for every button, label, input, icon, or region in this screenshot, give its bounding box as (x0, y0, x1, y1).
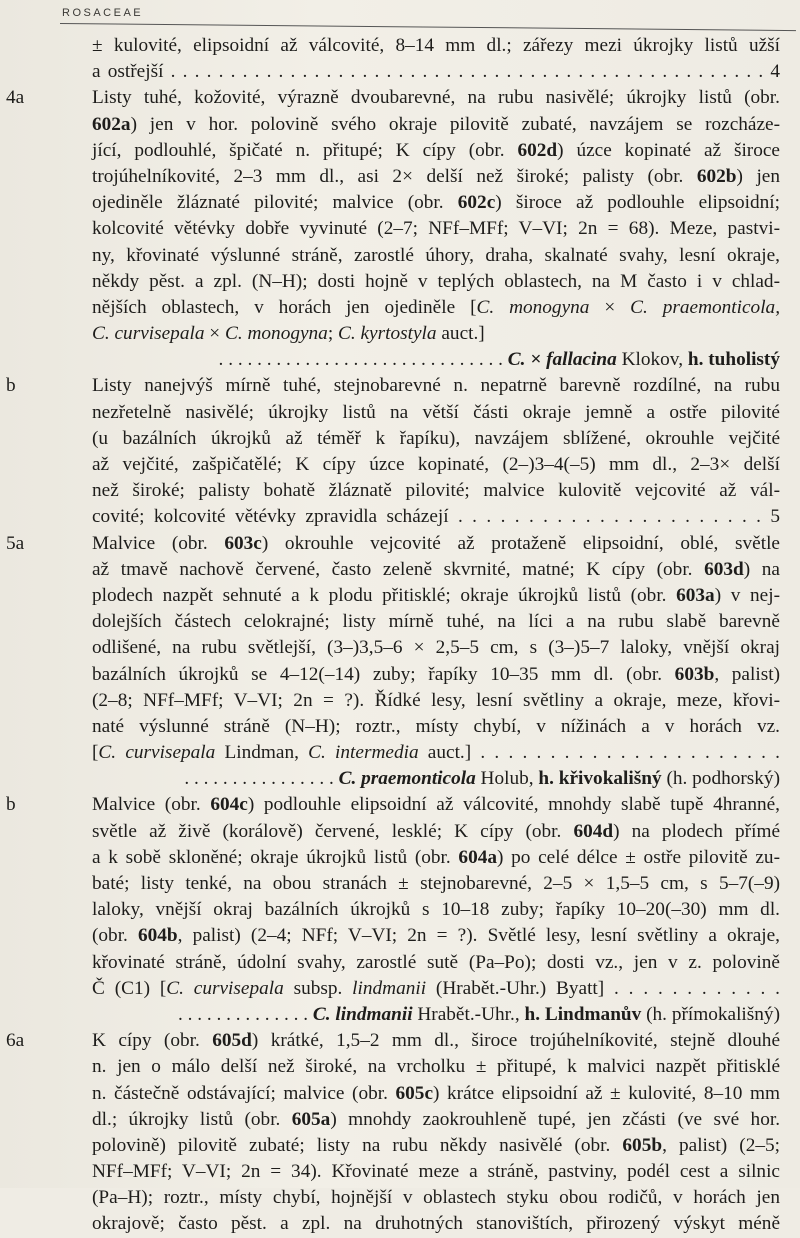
text-line (0, 923, 800, 949)
text-line-content: covité; kolcovité větévky zpravidla scházejí . . . . . . . . . . . . . . . . . . . . . . 5 (92, 506, 780, 528)
text-line-content: bazálních úkrojků se 4–12(–14) zuby; řapíky 10–35 mm dl. (obr. 603b, palist) (92, 663, 780, 685)
text-line (0, 373, 800, 399)
text-line (0, 976, 800, 1002)
text-line-content: ny, křovinaté výslunné stráně, zarostlé úhory, draha, skalnaté svahy, lesní okraje, (92, 244, 780, 266)
text-line-content: plodech nazpět sehnuté a k plodu přitisklé; okraje úkrojků listů (obr. 603a) v nej- (92, 584, 780, 606)
text-line-content: někdy pěst. a zpl. (N–H); dosti hojně v teplých oblastech, na M často i v chlad- (92, 270, 780, 292)
text-line-content: . . . . . . . . . . . . . . C. lindmanii Hrabět.-Uhr., h. Lindmanův (h. přímokališný) (177, 1003, 780, 1025)
text-line-content: polovině) pilovitě zubaté; listy na rubu někdy nasivělé (obr. 605b, palist) (2–5; (92, 1134, 780, 1156)
text-line (0, 1133, 800, 1159)
text-line (0, 1028, 800, 1054)
text-line (0, 138, 800, 164)
text-line-content: C. curvisepala × C. monogyna; C. kyrtostyla auct.] (92, 323, 485, 345)
text-line-content: . . . . . . . . . . . . . . . . C. praemonticola Holub, h. křivokališný (h. podhorský) (184, 768, 780, 790)
text-line (0, 583, 800, 609)
text-line (0, 950, 800, 976)
text-line-content: n. částečně odstávající; malvice (obr. 605c) krátce elipsoidní až ± kulovité, 8–10 mm (92, 1082, 780, 1104)
text-line (0, 740, 800, 766)
text-line (0, 871, 800, 897)
text-line (0, 1185, 800, 1211)
text-line (0, 688, 800, 714)
text-line (0, 1002, 800, 1028)
text-line-content: Listy tuhé, kožovité, výrazně dvoubarevné, na rubu nasivělé; úkrojky listů (obr. (92, 87, 780, 109)
text-line-content: 602a) jen v hor. polovině svého okraje pilovitě zubaté, navzájem se rozcháze- (92, 113, 780, 135)
key-lead-label: 4a (6, 87, 25, 109)
key-lead-label: 6a (6, 1030, 25, 1052)
text-line (0, 243, 800, 269)
text-line-content: nezřetelně nasivělé; úkrojky listů na větší části okraje jemně a ostře pilovité (92, 401, 780, 423)
text-line-content: okrajově; často pěst. a zpl. na druhotných stanovištích, přirozený výskyt méně (92, 1213, 780, 1235)
text-line-content: (u bazálních úkrojků až téměř k řapíku), navzájem sblížené, okrouhle vejčité (92, 427, 780, 449)
key-lead-label: b (6, 375, 16, 397)
text-line (0, 400, 800, 426)
text-line-content: [C. curvisepala Lindman, C. intermedia auct.] . . . . . . . . . . . . . . . . . . . . . . (92, 742, 780, 764)
text-line (0, 1107, 800, 1133)
text-line (0, 85, 800, 111)
text-line-content: dolejších částech celokrajné; listy mírně tuhé, na líci a na rubu slabě barevně (92, 611, 780, 633)
text-line (0, 295, 800, 321)
text-line (0, 347, 800, 373)
text-line-content: a ostřejší . . . . . . . . . . . . . . . . . . . . . . . . . . . . . . . . . . . . . . . . . . . . . . . . . . 4 (92, 61, 780, 83)
text-line-content: než široké; palisty bohatě žláznatě pilovité; malvice kulovitě vejcovité až vál- (92, 480, 780, 502)
text-line-content: až vejčité, zašpičatělé; K cípy úzce kopinaté, (2–)3–4(–5) mm dl., 2–3× delší (92, 454, 780, 475)
text-line-content: Listy nanejvýš mírně tuhé, stejnobarevné n. nepatrně barevně rozdílné, na rubu (92, 375, 780, 397)
text-line (0, 1211, 800, 1237)
text-line-content: baté; listy tenké, na obou stranách ± stejnobarevné, 2–5 × 1,5–5 cm, s 5–7(–9) (92, 873, 780, 894)
text-line (0, 452, 800, 478)
text-line-content: ojediněle žláznaté pilovité; malvice (obr. 602c) široce až podlouhle elipsoidní; (92, 192, 780, 214)
text-line-content: (obr. 604b, palist) (2–4; NFf; V–VI; 2n = ?). Světlé lesy, lesní světliny a okraje, (92, 925, 780, 947)
text-line (0, 59, 800, 85)
text-line (0, 504, 800, 530)
text-line-content: dl.; úkrojky listů (obr. 605a) mnohdy zaokrouhleně tupé, jen zčásti (ve své hor. (92, 1108, 781, 1130)
text-line-content: Č (C1) [C. curvisepala subsp. lindmanii (Hrabět.-Uhr.) Byatt] . . . . . . . . . . . . (92, 977, 780, 999)
text-line-content: ± kulovité, elipsoidní až válcovité, 8–14 mm dl.; zářezy mezi úkrojky listů užší (92, 35, 780, 56)
text-line (0, 321, 800, 347)
text-line (0, 714, 800, 740)
text-line-content: až tmavě nachově červené, často zeleně skvrnité, matné; K cípy (obr. 603d) na (92, 558, 780, 580)
text-line (0, 766, 800, 792)
text-line-content: trojúhelníkovité, 2–3 mm dl., asi 2× delší než široké; palisty (obr. 602b) jen (92, 165, 781, 187)
text-line-content: jící, podlouhlé, špičaté n. přitupé; K cípy (obr. 602d) úzce kopinaté až široce (92, 139, 780, 161)
running-head: ROSACEAE (62, 7, 144, 19)
text-line (0, 662, 800, 688)
text-line-content: odlišené, na rubu světlejší, (3–)3,5–6 × 2,5–5 cm, s (3–)5–7 laloky, vnější okraj (92, 637, 780, 659)
text-line (0, 164, 800, 190)
text-line (0, 531, 800, 557)
text-line-content: naté výslunné stráně (N–H); roztr., místy chybí, v nížinách a v horách vz. (92, 715, 780, 737)
text-line (0, 216, 800, 242)
text-line (0, 557, 800, 583)
text-line (0, 635, 800, 661)
text-line (0, 112, 800, 138)
header-rule (60, 23, 796, 31)
text-line-content: K cípy (obr. 605d) krátké, 1,5–2 mm dl., široce trojúhelníkovité, stejně dlouhé (92, 1030, 781, 1052)
text-line (0, 33, 800, 59)
text-line (0, 1081, 800, 1107)
text-line (0, 819, 800, 845)
text-line (0, 1159, 800, 1185)
text-line-content: laloky, vnější okraj bazálních úkrojků s 10–18 zuby; řapíky 10–20(–30) mm dl. (92, 899, 780, 921)
text-line-content: křovinaté stráně, údolní svahy, zarostlé sutě (Pa–Po); dosti vz., jen v z. polovině (92, 951, 780, 973)
text-line-content: Malvice (obr. 603c) okrouhle vejcovité až protaženě elipsoidní, oblé, světle (92, 532, 780, 554)
text-line (0, 1054, 800, 1080)
text-line-content: NFf–MFf; V–VI; 2n = 34). Křovinaté meze a stráně, pastviny, podél cest a silnic (92, 1161, 780, 1183)
text-line (0, 190, 800, 216)
text-line (0, 269, 800, 295)
text-line-content: a k sobě skloněné; okraje úkrojků listů (obr. 604a) po celé délce ± ostře pilovitě zu- (92, 846, 780, 868)
text-line-content: nějších oblastech, v horách jen ojediněle [C. monogyna × C. praemonticola, (92, 296, 781, 318)
key-lead-label: 5a (6, 532, 25, 554)
text-line-content: . . . . . . . . . . . . . . . . . . . . . . . . . . . . . . C. × fallacina Klokov, h. tuholistý (218, 349, 780, 371)
text-line (0, 609, 800, 635)
text-line (0, 897, 800, 923)
text-line-content: (Pa–H); roztr., místy chybí, hojnější v oblastech styku obou rodičů, v horách jen (92, 1187, 780, 1209)
text-line-content: (2–8; NFf–MFf; V–VI; 2n = ?). Řídké lesy, lesní světliny a okraje, meze, křovi- (92, 689, 780, 711)
text-line-content: n. jen o málo delší než široké, na vrcholku ± přitupé, k malvici nazpět přitisklé (92, 1056, 780, 1078)
text-line (0, 478, 800, 504)
text-line (0, 845, 800, 871)
text-line-content: kolcovité větévky dobře vyvinuté (2–7; NFf–MFf; V–VI; 2n = 68). Meze, pastvi- (92, 218, 780, 240)
text-line (0, 426, 800, 452)
text-line-content: Malvice (obr. 604c) podlouhle elipsoidní až válcovité, mnohdy slabě tupě 4hranné, (92, 794, 780, 816)
text-line-content: světle až živě (korálově) červené, lesklé; K cípy (obr. 604d) na plodech přímé (92, 820, 781, 842)
key-text-body (0, 33, 800, 1238)
text-line (0, 792, 800, 818)
key-lead-label: b (6, 794, 16, 816)
